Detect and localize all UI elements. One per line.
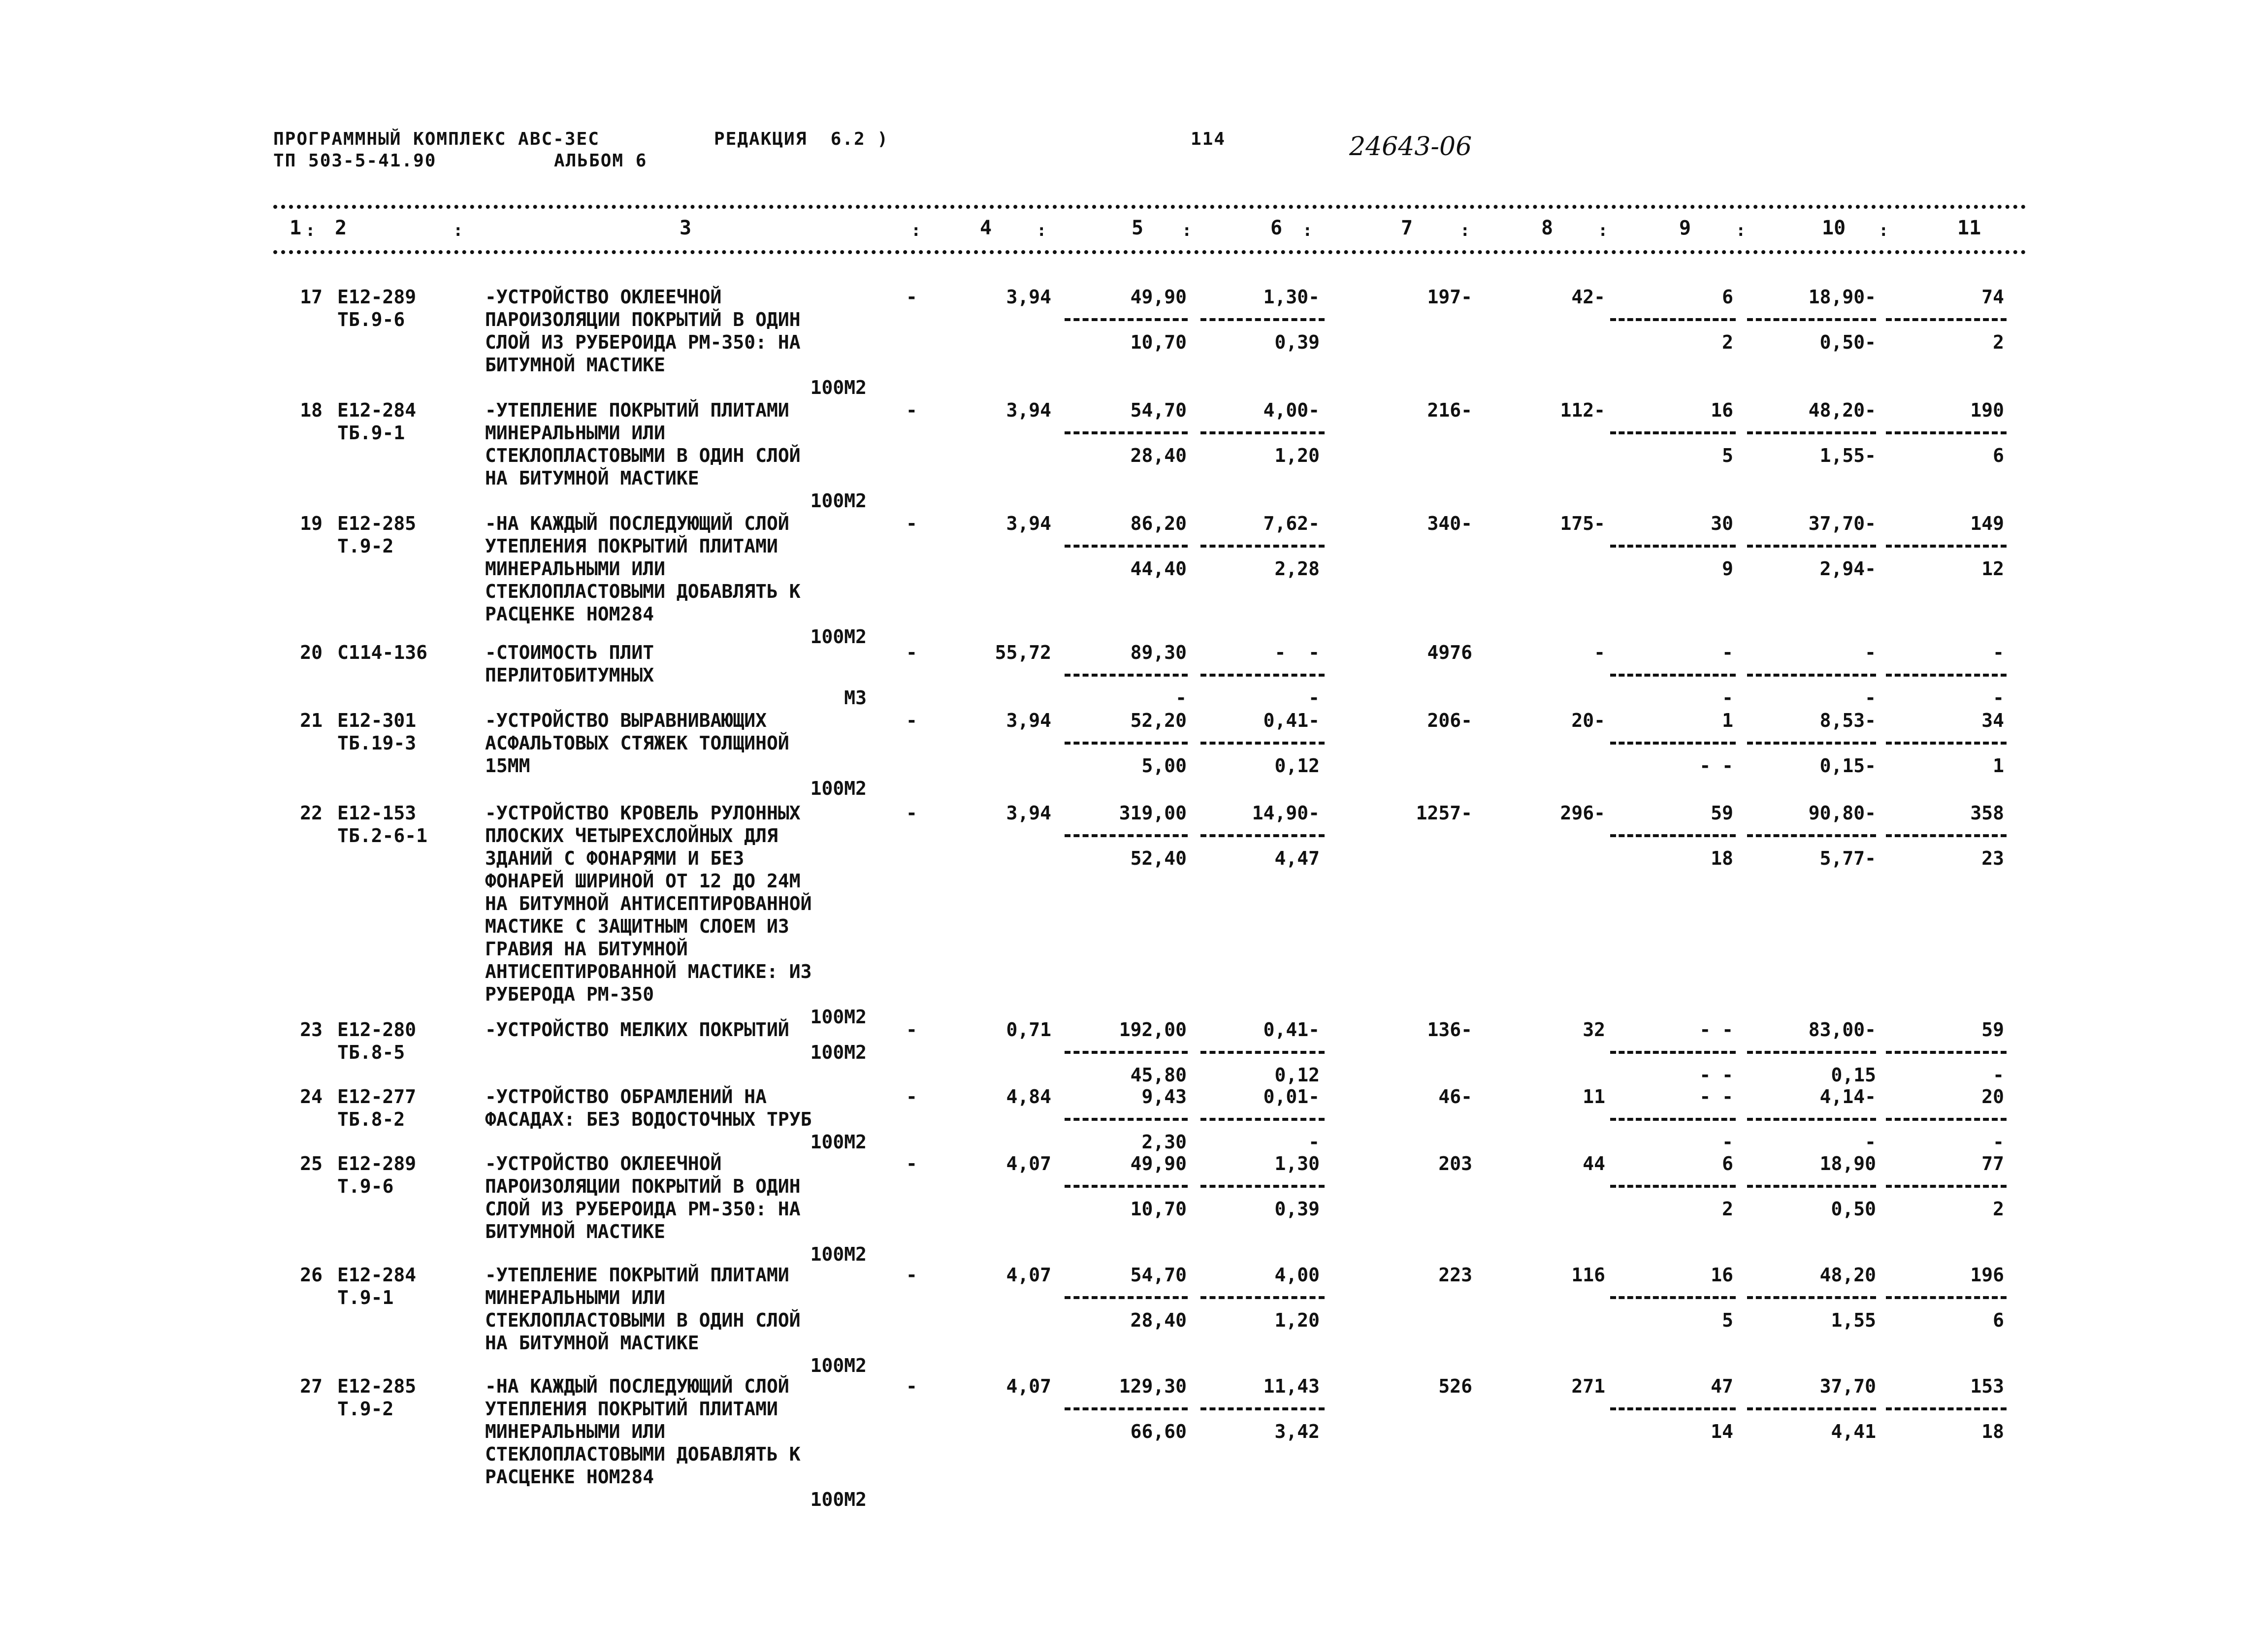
- unit-of-measure: 100М2: [810, 1243, 867, 1265]
- value-divider: [1065, 318, 1188, 321]
- quantity: 3,94: [1006, 802, 1051, 824]
- marker-dash: -: [906, 1153, 917, 1174]
- rate-code: Е12-277: [337, 1086, 417, 1108]
- column-number-6: 6: [1270, 217, 1283, 239]
- rate-reference: ТБ.2-6-1: [337, 825, 428, 847]
- total-machine-wages: -: [1722, 1131, 1733, 1153]
- labor-total: -: [1993, 642, 2004, 663]
- unit-of-measure: М3: [844, 687, 867, 709]
- machinist-labor-unit: -: [1865, 1131, 1876, 1153]
- value-divider: [1886, 834, 2007, 837]
- quantity: 3,94: [1006, 286, 1051, 308]
- total-wages: -: [1594, 642, 1605, 663]
- labor-total: 20: [1981, 1086, 2004, 1108]
- total-machine-wages: 18: [1711, 847, 1733, 869]
- row-number: 22: [300, 802, 323, 824]
- value-divider: [1065, 431, 1188, 434]
- total-machines: -: [1722, 642, 1733, 663]
- value-divider: [1610, 318, 1736, 321]
- unit-cost-machines: - -: [1274, 642, 1320, 663]
- value-divider: [1886, 1051, 2007, 1054]
- total-machine-wages: 9: [1722, 558, 1733, 580]
- row-number: 27: [300, 1375, 323, 1397]
- project-code: ТП 503-5-41.90: [273, 151, 437, 171]
- unit-wages: -: [1175, 687, 1187, 709]
- unit-cost-machines: 7,62-: [1263, 513, 1320, 534]
- value-divider: [1200, 545, 1325, 548]
- column-divider: :: [1182, 221, 1192, 240]
- value-divider: [1065, 1296, 1188, 1299]
- column-number-7: 7: [1401, 217, 1413, 239]
- rate-reference: ТБ.8-5: [337, 1042, 405, 1063]
- value-divider: [1065, 1051, 1188, 1054]
- total-machine-wages: 14: [1711, 1421, 1733, 1442]
- unit-machine-wages: 2,28: [1274, 558, 1320, 580]
- value-divider: [1200, 431, 1325, 434]
- labor-unit: 18,90-: [1808, 286, 1876, 308]
- column-number-4: 4: [980, 217, 992, 239]
- labor-total: 358: [1970, 802, 2004, 824]
- total-machine-wages: - -: [1699, 1064, 1733, 1086]
- rate-reference: Т.9-1: [337, 1287, 394, 1308]
- value-divider: [1610, 1051, 1736, 1054]
- column-divider: :: [1879, 221, 1889, 240]
- value-divider: [1065, 1118, 1188, 1121]
- total-wages: 116: [1571, 1264, 1605, 1286]
- labor-unit: 4,14-: [1819, 1086, 1876, 1108]
- total-machine-wages: 5: [1722, 1309, 1733, 1331]
- column-number-8: 8: [1541, 217, 1554, 239]
- total-cost: 340-: [1427, 513, 1472, 534]
- rate-reference: ТБ.19-3: [337, 732, 417, 754]
- value-divider: [1610, 674, 1736, 677]
- unit-machine-wages: 4,47: [1274, 847, 1320, 869]
- value-divider: [1886, 1118, 2007, 1121]
- row-number: 21: [300, 710, 323, 731]
- value-divider: [1747, 431, 1876, 434]
- marker-dash: -: [906, 1019, 917, 1041]
- unit-machine-wages: 0,12: [1274, 755, 1320, 777]
- total-machines: 16: [1711, 399, 1733, 421]
- marker-dash: -: [906, 399, 917, 421]
- total-cost: 223: [1438, 1264, 1472, 1286]
- value-divider: [1200, 1296, 1325, 1299]
- labor-unit: 8,53-: [1819, 710, 1876, 731]
- labor-total: 190: [1970, 399, 2004, 421]
- unit-of-measure: 100М2: [810, 1489, 867, 1510]
- labor-unit: 90,80-: [1808, 802, 1876, 824]
- rate-code: Е12-285: [337, 1375, 417, 1397]
- value-divider: [1747, 1407, 1876, 1410]
- rate-code: Е12-153: [337, 802, 417, 824]
- column-number-10: 10: [1822, 217, 1846, 239]
- work-description: -СТОИМОСТЬ ПЛИТ ПЕРЛИТОБИТУМНЫХ: [485, 642, 654, 686]
- total-machines: - -: [1699, 1086, 1733, 1108]
- quantity: 3,94: [1006, 710, 1051, 731]
- unit-of-measure: 100М2: [810, 1355, 867, 1376]
- rate-code: С114-136: [337, 642, 428, 663]
- value-divider: [1747, 318, 1876, 321]
- quantity: 3,94: [1006, 399, 1051, 421]
- total-machines: - -: [1699, 1019, 1733, 1041]
- total-wages: 11: [1583, 1086, 1605, 1108]
- machinist-labor-total: 2: [1993, 1198, 2004, 1220]
- rate-code: Е12-289: [337, 286, 417, 308]
- total-wages: 20-: [1571, 710, 1605, 731]
- machinist-labor-total: 18: [1981, 1421, 2004, 1442]
- marker-dash: -: [906, 710, 917, 731]
- rate-code: Е12-289: [337, 1153, 417, 1174]
- rate-reference: ТБ.8-2: [337, 1108, 405, 1130]
- unit-wages: 10,70: [1130, 331, 1187, 353]
- total-machine-wages: 2: [1722, 1198, 1733, 1220]
- value-divider: [1200, 742, 1325, 745]
- handwritten-code: 24643-06: [1349, 132, 1472, 162]
- column-number-2: 2: [335, 217, 347, 239]
- machinist-labor-unit: -: [1865, 687, 1876, 709]
- column-number-11: 11: [1957, 217, 1981, 239]
- quantity: 0,71: [1006, 1019, 1051, 1041]
- value-divider: [1747, 1051, 1876, 1054]
- column-divider: :: [911, 221, 921, 240]
- value-divider: [1747, 1296, 1876, 1299]
- row-number: 19: [300, 513, 323, 534]
- value-divider: [1610, 545, 1736, 548]
- value-divider: [1200, 1051, 1325, 1054]
- unit-cost-machines: 1,30-: [1263, 286, 1320, 308]
- unit-cost-machines: 0,41-: [1263, 1019, 1320, 1041]
- header-separator-top: [273, 205, 2026, 209]
- row-number: 23: [300, 1019, 323, 1041]
- total-wages: 32: [1583, 1019, 1605, 1041]
- machinist-labor-total: 6: [1993, 1309, 2004, 1331]
- unit-machine-wages: 0,12: [1274, 1064, 1320, 1086]
- machinist-labor-unit: 0,15-: [1819, 755, 1876, 777]
- unit-cost-machines: 11,43: [1263, 1375, 1320, 1397]
- marker-dash: -: [906, 286, 917, 308]
- labor-unit: 18,90: [1819, 1153, 1876, 1174]
- value-divider: [1747, 545, 1876, 548]
- work-description: -УТЕПЛЕНИЕ ПОКРЫТИЙ ПЛИТАМИ МИНЕРАЛЬНЫМИ ИЛИ СТЕКЛОПЛАСТОВЫМИ В ОДИН СЛОЙ НА БИТУМНОЙ МАСТИКЕ: [485, 1264, 801, 1354]
- work-description: -УСТРОЙСТВО ОКЛЕЕЧНОЙ ПАРОИЗОЛЯЦИИ ПОКРЫТИЙ В ОДИН СЛОЙ ИЗ РУБЕРОИДА РМ-350: НА БИТУМНОЙ МАСТИКЕ: [485, 1153, 801, 1242]
- quantity: 55,72: [995, 642, 1051, 663]
- rate-reference: ТБ.9-6: [337, 309, 405, 330]
- work-description: -УСТРОЙСТВО ОБРАМЛЕНИЙ НА ФАСАДАХ: БЕЗ ВОДОСТОЧНЫХ ТРУБ: [485, 1086, 812, 1130]
- unit-wages: 2,30: [1141, 1131, 1187, 1153]
- labor-unit: 37,70: [1819, 1375, 1876, 1397]
- labor-total: 77: [1981, 1153, 2004, 1174]
- rate-code: Е12-284: [337, 1264, 417, 1286]
- unit-cost-machines: 4,00: [1274, 1264, 1320, 1286]
- total-wages: 44: [1583, 1153, 1605, 1174]
- total-cost: 136-: [1427, 1019, 1472, 1041]
- unit-of-measure: 100М2: [810, 1006, 867, 1028]
- total-machines: 47: [1711, 1375, 1733, 1397]
- rate-code: Е12-284: [337, 399, 417, 421]
- work-description: -НА КАЖДЫЙ ПОСЛЕДУЮЩИЙ СЛОЙ УТЕПЛЕНИЯ ПОКРЫТИЙ ПЛИТАМИ МИНЕРАЛЬНЫМИ ИЛИ СТЕКЛОПЛАСТОВЫМИ ДОБАВЛЯТЬ К РАСЦЕНКЕ НОМ284: [485, 1375, 801, 1488]
- unit-of-measure: 100М2: [810, 377, 867, 398]
- machinist-labor-total: -: [1993, 1131, 2004, 1153]
- unit-cost-total: 54,70: [1130, 1264, 1187, 1286]
- value-divider: [1886, 318, 2007, 321]
- quantity: 4,07: [1006, 1264, 1051, 1286]
- column-number-5: 5: [1132, 217, 1144, 239]
- value-divider: [1747, 1118, 1876, 1121]
- machinist-labor-unit: 4,41: [1831, 1421, 1876, 1442]
- total-cost: 1257-: [1416, 802, 1472, 824]
- labor-total: 34: [1981, 710, 2004, 731]
- labor-unit: 48,20: [1819, 1264, 1876, 1286]
- unit-wages: 28,40: [1130, 1309, 1187, 1331]
- row-number: 20: [300, 642, 323, 663]
- labor-unit: -: [1865, 642, 1876, 663]
- total-cost: 526: [1438, 1375, 1472, 1397]
- work-description: -УТЕПЛЕНИЕ ПОКРЫТИЙ ПЛИТАМИ МИНЕРАЛЬНЫМИ ИЛИ СТЕКЛОПЛАСТОВЫМИ В ОДИН СЛОЙ НА БИТУМНОЙ МАСТИКЕ: [485, 399, 801, 489]
- marker-dash: -: [906, 1086, 917, 1108]
- labor-unit: 48,20-: [1808, 399, 1876, 421]
- value-divider: [1886, 674, 2007, 677]
- value-divider: [1886, 742, 2007, 745]
- total-cost: 4976: [1427, 642, 1472, 663]
- value-divider: [1886, 1407, 2007, 1410]
- unit-machine-wages: 3,42: [1274, 1421, 1320, 1442]
- value-divider: [1610, 834, 1736, 837]
- quantity: 4,07: [1006, 1153, 1051, 1174]
- row-number: 25: [300, 1153, 323, 1174]
- unit-cost-total: 9,43: [1141, 1086, 1187, 1108]
- program-title: ПРОГРАММНЫЙ КОМПЛЕКС АВС-3ЕС: [273, 129, 600, 149]
- machinist-labor-total: -: [1993, 1064, 2004, 1086]
- machinist-labor-unit: 1,55-: [1819, 445, 1876, 466]
- value-divider: [1610, 1296, 1736, 1299]
- work-description: -УСТРОЙСТВО МЕЛКИХ ПОКРЫТИЙ: [485, 1019, 789, 1041]
- unit-of-measure: 100М2: [810, 626, 867, 648]
- unit-cost-total: 49,90: [1130, 286, 1187, 308]
- row-number: 18: [300, 399, 323, 421]
- value-divider: [1200, 318, 1325, 321]
- unit-cost-total: 54,70: [1130, 399, 1187, 421]
- column-divider: :: [453, 221, 463, 240]
- rate-reference: ТБ.9-1: [337, 422, 405, 444]
- quantity: 4,84: [1006, 1086, 1051, 1108]
- unit-machine-wages: 0,39: [1274, 1198, 1320, 1220]
- machinist-labor-total: 23: [1981, 847, 2004, 869]
- work-description: -НА КАЖДЫЙ ПОСЛЕДУЮЩИЙ СЛОЙ УТЕПЛЕНИЯ ПОКРЫТИЙ ПЛИТАМИ МИНЕРАЛЬНЫМИ ИЛИ СТЕКЛОПЛАСТОВЫМИ ДОБАВЛЯТЬ К РАСЦЕНКЕ НОМ284: [485, 513, 801, 625]
- total-wages: 42-: [1571, 286, 1605, 308]
- labor-unit: 37,70-: [1808, 513, 1876, 534]
- value-divider: [1610, 742, 1736, 745]
- total-machine-wages: 5: [1722, 445, 1733, 466]
- value-divider: [1065, 1185, 1188, 1188]
- unit-cost-machines: 14,90-: [1252, 802, 1320, 824]
- unit-cost-total: 86,20: [1130, 513, 1187, 534]
- rate-code: Е12-301: [337, 710, 417, 731]
- unit-wages: 5,00: [1141, 755, 1187, 777]
- unit-machine-wages: -: [1308, 687, 1320, 709]
- labor-total: 196: [1970, 1264, 2004, 1286]
- total-cost: 203: [1438, 1153, 1472, 1174]
- marker-dash: -: [906, 1375, 917, 1397]
- total-machines: 1: [1722, 710, 1733, 731]
- machinist-labor-unit: 2,94-: [1819, 558, 1876, 580]
- machinist-labor-unit: 0,50-: [1819, 331, 1876, 353]
- value-divider: [1065, 545, 1188, 548]
- value-divider: [1200, 1118, 1325, 1121]
- unit-wages: 10,70: [1130, 1198, 1187, 1220]
- value-divider: [1886, 1185, 2007, 1188]
- machinist-labor-total: 6: [1993, 445, 2004, 466]
- total-wages: 175-: [1560, 513, 1605, 534]
- rate-reference: Т.9-2: [337, 1398, 394, 1420]
- rate-code: Е12-280: [337, 1019, 417, 1041]
- header-separator-bottom: [273, 250, 2026, 254]
- value-divider: [1747, 742, 1876, 745]
- total-machine-wages: -: [1722, 687, 1733, 709]
- machinist-labor-unit: 0,15: [1831, 1064, 1876, 1086]
- total-machines: 6: [1722, 1153, 1733, 1174]
- work-description: -УСТРОЙСТВО ОКЛЕЕЧНОЙ ПАРОИЗОЛЯЦИИ ПОКРЫТИЙ В ОДИН СЛОЙ ИЗ РУБЕРОИДА РМ-350: НА БИТУМНОЙ МАСТИКЕ: [485, 286, 801, 376]
- machinist-labor-total: 12: [1981, 558, 2004, 580]
- unit-machine-wages: -: [1308, 1131, 1320, 1153]
- work-description: -УСТРОЙСТВО ВЫРАВНИВАЮЩИХ АСФАЛЬТОВЫХ СТЯЖЕК ТОЛЩИНОЙ 15ММ: [485, 710, 789, 777]
- column-divider: :: [1037, 221, 1047, 240]
- unit-wages: 52,40: [1130, 847, 1187, 869]
- unit-wages: 66,60: [1130, 1421, 1187, 1442]
- row-number: 26: [300, 1264, 323, 1286]
- unit-cost-total: 129,30: [1119, 1375, 1187, 1397]
- unit-cost-total: 89,30: [1130, 642, 1187, 663]
- column-number-3: 3: [680, 217, 692, 239]
- machinist-labor-total: -: [1993, 687, 2004, 709]
- labor-unit: 83,00-: [1808, 1019, 1876, 1041]
- value-divider: [1610, 1118, 1736, 1121]
- unit-of-measure: 100М2: [810, 490, 867, 512]
- unit-of-measure: 100М2: [810, 1042, 867, 1063]
- value-divider: [1747, 1185, 1876, 1188]
- column-divider: :: [1302, 221, 1313, 240]
- edition-label: РЕДАКЦИЯ 6.2 ): [714, 129, 889, 149]
- total-wages: 296-: [1560, 802, 1605, 824]
- value-divider: [1065, 742, 1188, 745]
- labor-total: 74: [1981, 286, 2004, 308]
- total-machines: 16: [1711, 1264, 1733, 1286]
- marker-dash: -: [906, 802, 917, 824]
- value-divider: [1200, 1185, 1325, 1188]
- unit-machine-wages: 1,20: [1274, 1309, 1320, 1331]
- labor-total: 149: [1970, 513, 2004, 534]
- machinist-labor-unit: 1,55: [1831, 1309, 1876, 1331]
- rate-reference: Т.9-2: [337, 535, 394, 557]
- column-divider: :: [1736, 221, 1746, 240]
- machinist-labor-unit: 5,77-: [1819, 847, 1876, 869]
- marker-dash: -: [906, 642, 917, 663]
- unit-of-measure: 100М2: [810, 1131, 867, 1153]
- unit-cost-machines: 4,00-: [1263, 399, 1320, 421]
- unit-cost-total: 192,00: [1119, 1019, 1187, 1041]
- machinist-labor-unit: 0,50: [1831, 1198, 1876, 1220]
- labor-total: 59: [1981, 1019, 2004, 1041]
- value-divider: [1747, 674, 1876, 677]
- unit-wages: 45,80: [1130, 1064, 1187, 1086]
- value-divider: [1886, 1296, 2007, 1299]
- unit-wages: 44,40: [1130, 558, 1187, 580]
- value-divider: [1200, 674, 1325, 677]
- unit-cost-total: 52,20: [1130, 710, 1187, 731]
- rate-code: Е12-285: [337, 513, 417, 534]
- value-divider: [1065, 834, 1188, 837]
- value-divider: [1610, 1185, 1736, 1188]
- work-description: -УСТРОЙСТВО КРОВЕЛЬ РУЛОННЫХ ПЛОСКИХ ЧЕТЫРЕХСЛОЙНЫХ ДЛЯ ЗДАНИЙ С ФОНАРЯМИ И БЕЗ ФОНАРЕЙ ШИРИНОЙ ОТ 12 ДО 24М НА БИТУМНОЙ АНТИСЕПТИРОВАННОЙ МАСТИКЕ С ЗАЩИТНЫМ СЛОЕМ ИЗ ГРАВИЯ НА БИТУМНОЙ АНТИСЕПТИРОВАННОЙ МАСТИКЕ: ИЗ РУБЕРОДА РМ-350: [485, 802, 812, 1005]
- unit-machine-wages: 1,20: [1274, 445, 1320, 466]
- row-number: 17: [300, 286, 323, 308]
- unit-cost-machines: 1,30: [1274, 1153, 1320, 1174]
- total-wages: 112-: [1560, 399, 1605, 421]
- total-cost: 206-: [1427, 710, 1472, 731]
- total-wages: 271: [1571, 1375, 1605, 1397]
- total-cost: 46-: [1438, 1086, 1472, 1108]
- machinist-labor-total: 1: [1993, 755, 2004, 777]
- marker-dash: -: [906, 1264, 917, 1286]
- total-machine-wages: - -: [1699, 755, 1733, 777]
- total-cost: 197-: [1427, 286, 1472, 308]
- page-number: 114: [1191, 129, 1226, 149]
- unit-machine-wages: 0,39: [1274, 331, 1320, 353]
- total-machines: 30: [1711, 513, 1733, 534]
- value-divider: [1747, 834, 1876, 837]
- machinist-labor-total: 2: [1993, 331, 2004, 353]
- unit-cost-machines: 0,41-: [1263, 710, 1320, 731]
- column-divider: :: [1460, 221, 1470, 240]
- value-divider: [1065, 1407, 1188, 1410]
- unit-of-measure: 100М2: [810, 778, 867, 799]
- column-divider: :: [1598, 221, 1608, 240]
- rate-reference: Т.9-6: [337, 1175, 394, 1197]
- value-divider: [1200, 834, 1325, 837]
- total-cost: 216-: [1427, 399, 1472, 421]
- value-divider: [1200, 1407, 1325, 1410]
- value-divider: [1886, 545, 2007, 548]
- unit-cost-total: 49,90: [1130, 1153, 1187, 1174]
- unit-wages: 28,40: [1130, 445, 1187, 466]
- total-machines: 6: [1722, 286, 1733, 308]
- marker-dash: -: [906, 513, 917, 534]
- total-machines: 59: [1711, 802, 1733, 824]
- column-number-1: 1: [290, 217, 302, 239]
- value-divider: [1886, 431, 2007, 434]
- row-number: 24: [300, 1086, 323, 1108]
- unit-cost-total: 319,00: [1119, 802, 1187, 824]
- column-number-9: 9: [1679, 217, 1691, 239]
- quantity: 3,94: [1006, 513, 1051, 534]
- total-machine-wages: 2: [1722, 331, 1733, 353]
- value-divider: [1610, 431, 1736, 434]
- labor-total: 153: [1970, 1375, 2004, 1397]
- value-divider: [1610, 1407, 1736, 1410]
- quantity: 4,07: [1006, 1375, 1051, 1397]
- unit-cost-machines: 0,01-: [1263, 1086, 1320, 1108]
- column-divider: :: [305, 221, 316, 240]
- value-divider: [1065, 674, 1188, 677]
- album-label: АЛЬБОМ 6: [554, 151, 648, 171]
